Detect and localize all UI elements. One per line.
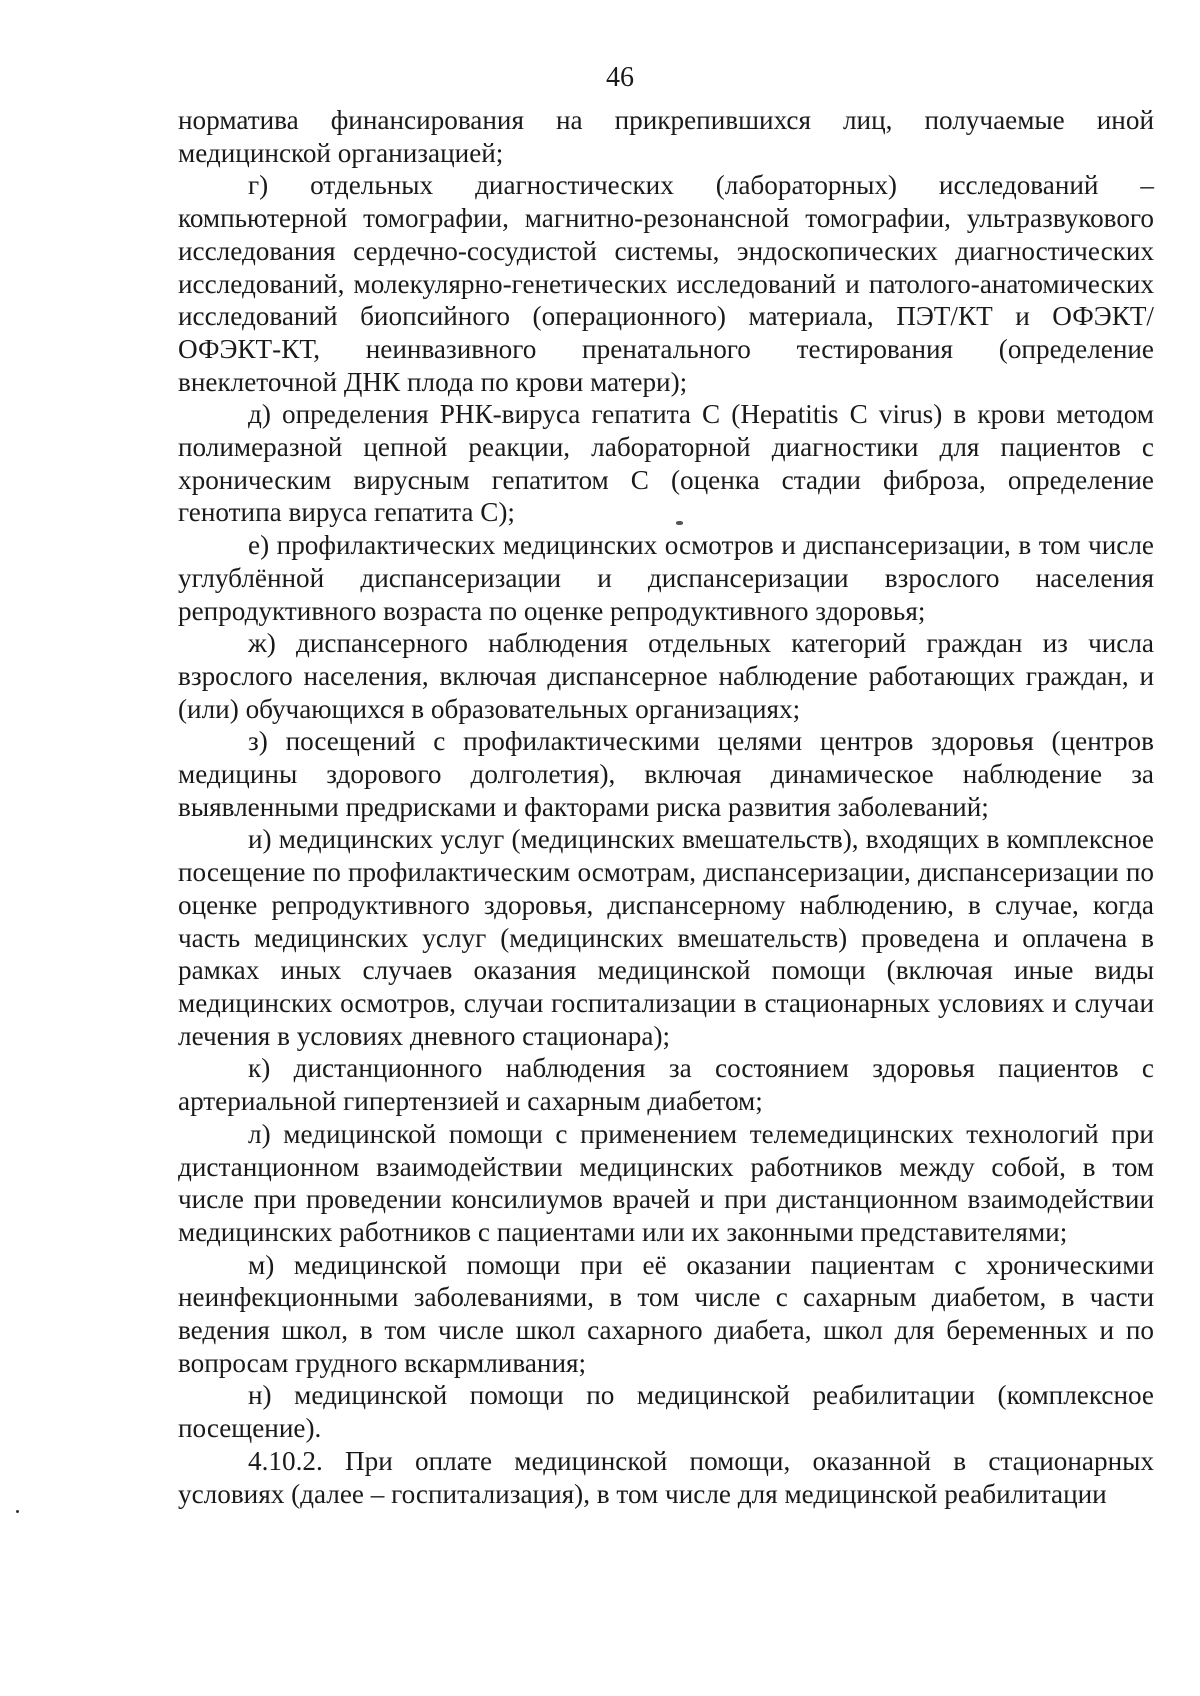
page-number: 46 — [606, 62, 634, 93]
paragraph-section-4-10-2: 4.10.2. При оплате медицинской помощи, оказанной в стационарных условиях (далее – госпитализация), в том числе для медицинской реабилитации — [178, 1445, 1154, 1509]
scan-speck — [16, 1510, 19, 1513]
paragraph-continuation: норматива финансирования на прикрепившихся лиц, получаемые иной медицинской организацией; — [178, 105, 1154, 168]
paragraph-item-z: з) посещений с профилактическими целями центров здоровья (центров медицины здорового долголетия), включая динамическое наблюдение за выявленными предрисками и факторами риска развития заболеваний; — [178, 726, 1154, 822]
paragraph-item-d: д) определения РНК-вируса гепатита C (Hepatitis C virus) в крови методом полимеразной цепной реакции, лабораторной диагностики для пациентов с хроническим вирусным гепатитом C (оценка стадии фиброза, определение генотипа вируса гепатита C); — [178, 399, 1154, 528]
document-body — [178, 104, 1154, 1510]
paragraph-item-l: л) медицинской помощи с применением телемедицинских технологий при дистанционном взаимодействии медицинских работников между собой, в том числе при проведении консилиумов врачей и при дистанционном взаимодействии медицинских работников с пациентами или их законными представителями; — [178, 1118, 1154, 1247]
paragraph-item-i: и) медицинских услуг (медицинских вмешательств), входящих в комплексное посещение по профилактическим осмотрам, диспансеризации, диспансеризации по оценке репродуктивного здоровья, диспансерному наблюдению, в случае, когда часть медицинских услуг (медицинских вмешательств) проведена и оплачена в рамках иных случаев оказания медицинской помощи (включая иные виды медицинских осмотров, случаи госпитализации в стационарных условиях и случаи лечения в условиях дневного стационара); — [178, 824, 1154, 1051]
paragraph-item-g: г) отдельных диагностических (лабораторных) исследований – компьютерной томографии, магнитно-резонансной томографии, ультразвукового исследования сердечно-сосудистой системы, эндоскопических диагностических исследований, молекулярно-генетических исследований и патолого-анатомических исследований биопсийного (операционного) материала, ПЭТ/КТ и ОФЭКТ/ОФЭКТ-КТ, неинвазивного пренатального тестирования (определение внеклеточной ДНК плода по крови матери); — [178, 170, 1154, 397]
scan-speck — [676, 521, 683, 525]
paragraph-item-zh: ж) диспансерного наблюдения отдельных категорий граждан из числа взрослого населения, включая диспансерное наблюдение работающих граждан, и (или) обучающихся в образовательных организациях; — [178, 628, 1154, 724]
paragraph-item-k: к) дистанционного наблюдения за состоянием здоровья пациентов с артериальной гипертензией и сахарным диабетом; — [178, 1053, 1154, 1117]
paragraph-item-n: н) медицинской помощи по медицинской реабилитации (комплексное посещение). — [178, 1380, 1154, 1444]
paragraph-item-e: е) профилактических медицинских осмотров и диспансеризации, в том числе углублённой диспансеризации и диспансеризации взрослого населения репродуктивного возраста по оценке репродуктивного здоровья; — [178, 530, 1154, 626]
paragraph-item-m: м) медицинской помощи при её оказании пациентам с хроническими неинфекционными заболеваниями, в том числе с сахарным диабетом, в части ведения школ, в том числе школ сахарного диабета, школ для беременных и по вопросам грудного вскармливания; — [178, 1249, 1154, 1378]
